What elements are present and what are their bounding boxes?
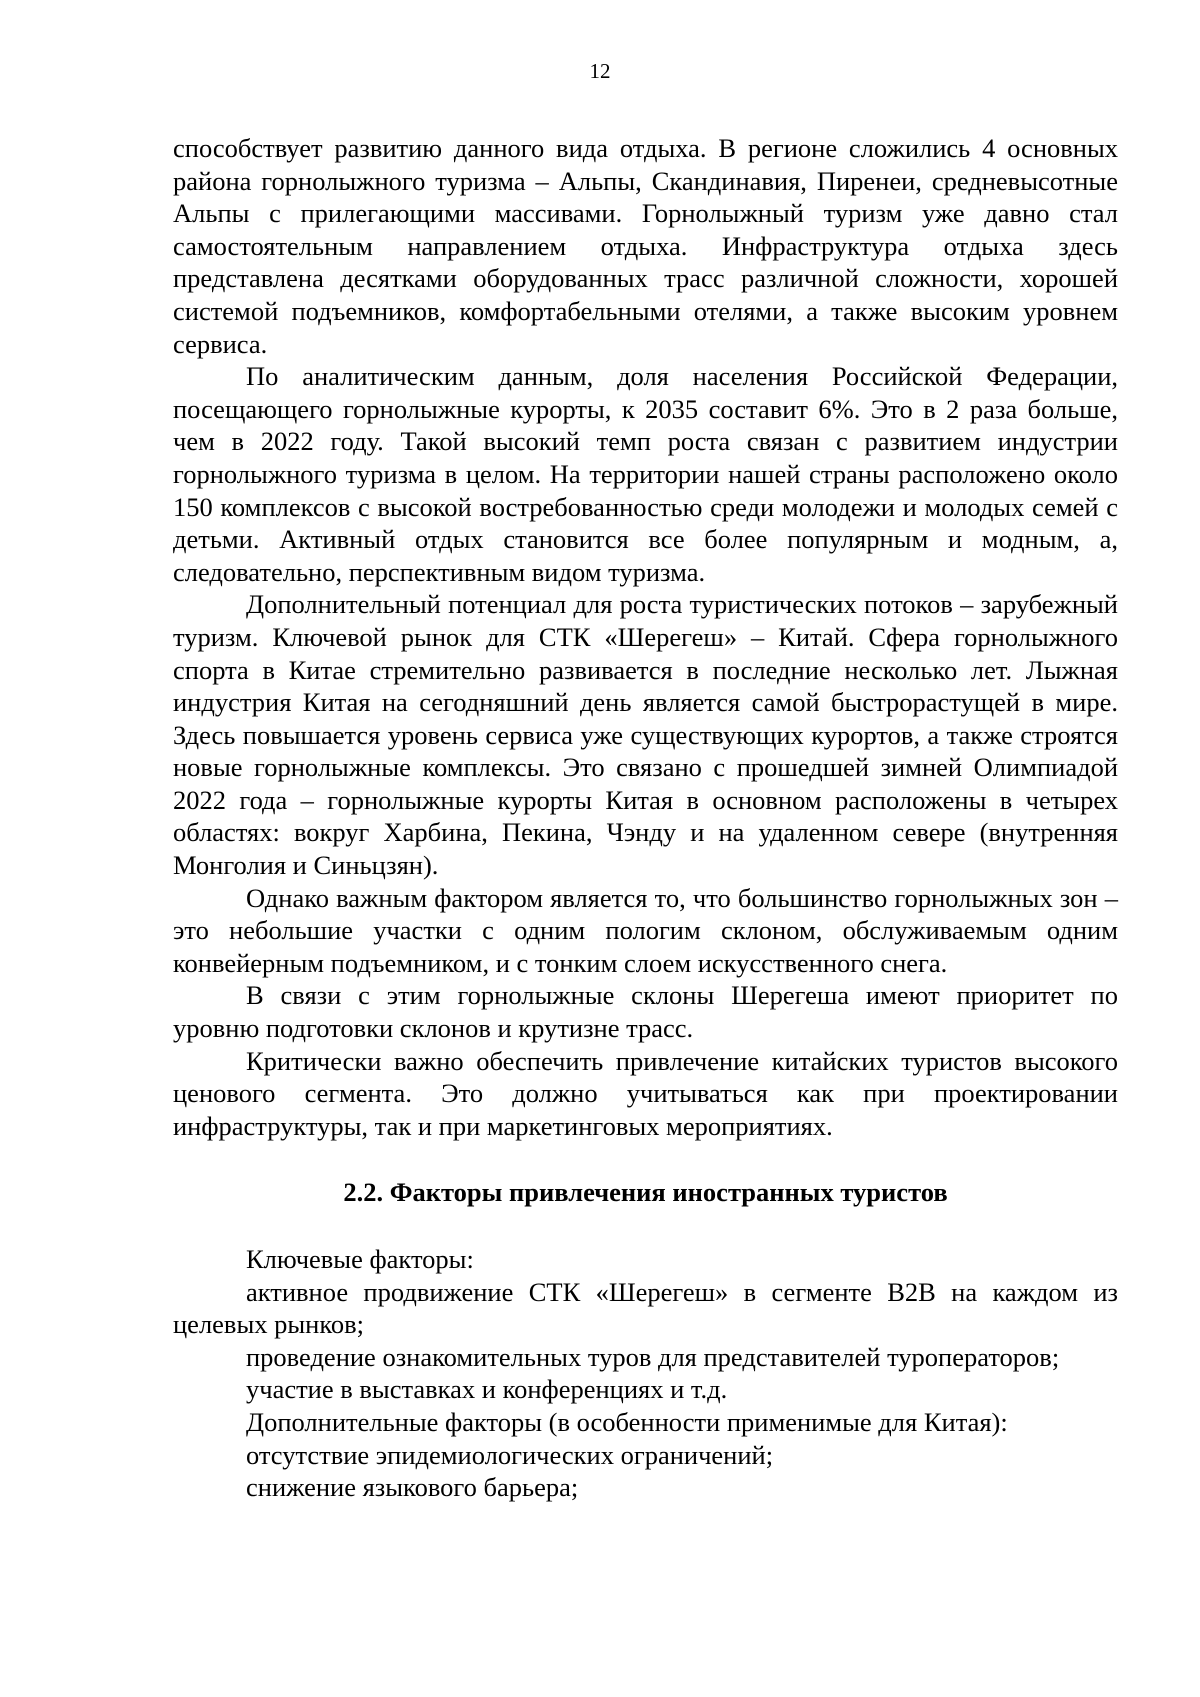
factors-key-title: Ключевые факторы: bbox=[246, 1244, 474, 1274]
factor-item: снижение языкового барьера; bbox=[246, 1472, 579, 1503]
page-body bbox=[173, 132, 1118, 1504]
factors-additional-title: Дополнительные факторы (в особенности применимые для Китая): bbox=[246, 1406, 1008, 1437]
factor-item: активное продвижение СТК «Шерегеш» в сегменте B2B на каждом из целевых рынков; bbox=[173, 1276, 1118, 1340]
section-heading: 2.2. Факторы привлечения иностранных туристов bbox=[343, 1177, 948, 1208]
paragraph-important-factor: Однако важным фактором является то, что большинство горнолыжных зон – это небольшие участки с одним пологим склоном, обслуживаемым одним конвейерным подъемником, и с тонким слоем искусственного снега. bbox=[173, 882, 1118, 978]
factor-item: отсутствие эпидемиологических ограничений; bbox=[246, 1439, 774, 1470]
paragraph-critical: Критически важно обеспечить привлечение китайских туристов высокого ценового сегмента. Это должно учитываться как при проектировании инфраструктуры, так и при маркетинговых мероприятиях. bbox=[173, 1045, 1118, 1141]
paragraph-continuation: способствует развитию данного вида отдыха. В регионе сложились 4 основных района горнолыжного туризма – Альпы, Скандинавия, Пиренеи, средневысотные Альпы с прилегающими массивами. Горнолыжный туризм уже давно стал самостоятельным направлением отдыха. Инфраструктура отдыха здесь представлена десятками оборудованных трасс различной сложности, хорошей системой подъемников, комфортабельными отелями, а также высоким уровнем сервиса. bbox=[173, 133, 1118, 359]
factor-item: участие в выставках и конференциях и т.д. bbox=[246, 1374, 728, 1405]
paragraph-foreign-tourism: Дополнительный потенциал для роста туристических потоков – зарубежный туризм. Ключевой рынок для СТК «Шерегеш» – Китай. Сфера горнолыжного спорта в Китае стремительно развивается в последние несколько лет. Лыжная индустрия Китая на сегодняшний день является самой быстрорастущей в мире. Здесь повышается уровень сервиса уже существующих курортов, а также строятся новые горнолыжные комплексы. Это связано с прошедшей зимней Олимпиадой 2022 года – горнолыжные курорты Китая в основном расположены в четырех областях: вокруг Харбина, Пекина, Чэнду и на удаленном севере (внутренняя Монголия и Синьцзян). bbox=[173, 589, 1118, 881]
paragraph-analytics: По аналитическим данным, доля населения Российской Федерации, посещающего горнолыжные курорты, к 2035 составит 6%. Это в 2 раза больше, чем в 2022 году. Такой высокий темп роста связан с развитием индустрии горнолыжного туризма в целом. На территории нашей страны расположено около 150 комплексов с высокой востребованностью среди молодежи и молодых семей с детьми. Активный отдых становится все более популярным и модным, а, следовательно, перспективным видом туризма. bbox=[173, 361, 1118, 587]
factor-item: проведение ознакомительных туров для представителей туроператоров; bbox=[246, 1341, 1060, 1372]
page-number: 12 bbox=[589, 59, 611, 83]
paragraph-priority: В связи с этим горнолыжные склоны Шерегеша имеют приоритет по уровню подготовки склонов и крутизне трасс. bbox=[173, 980, 1118, 1044]
